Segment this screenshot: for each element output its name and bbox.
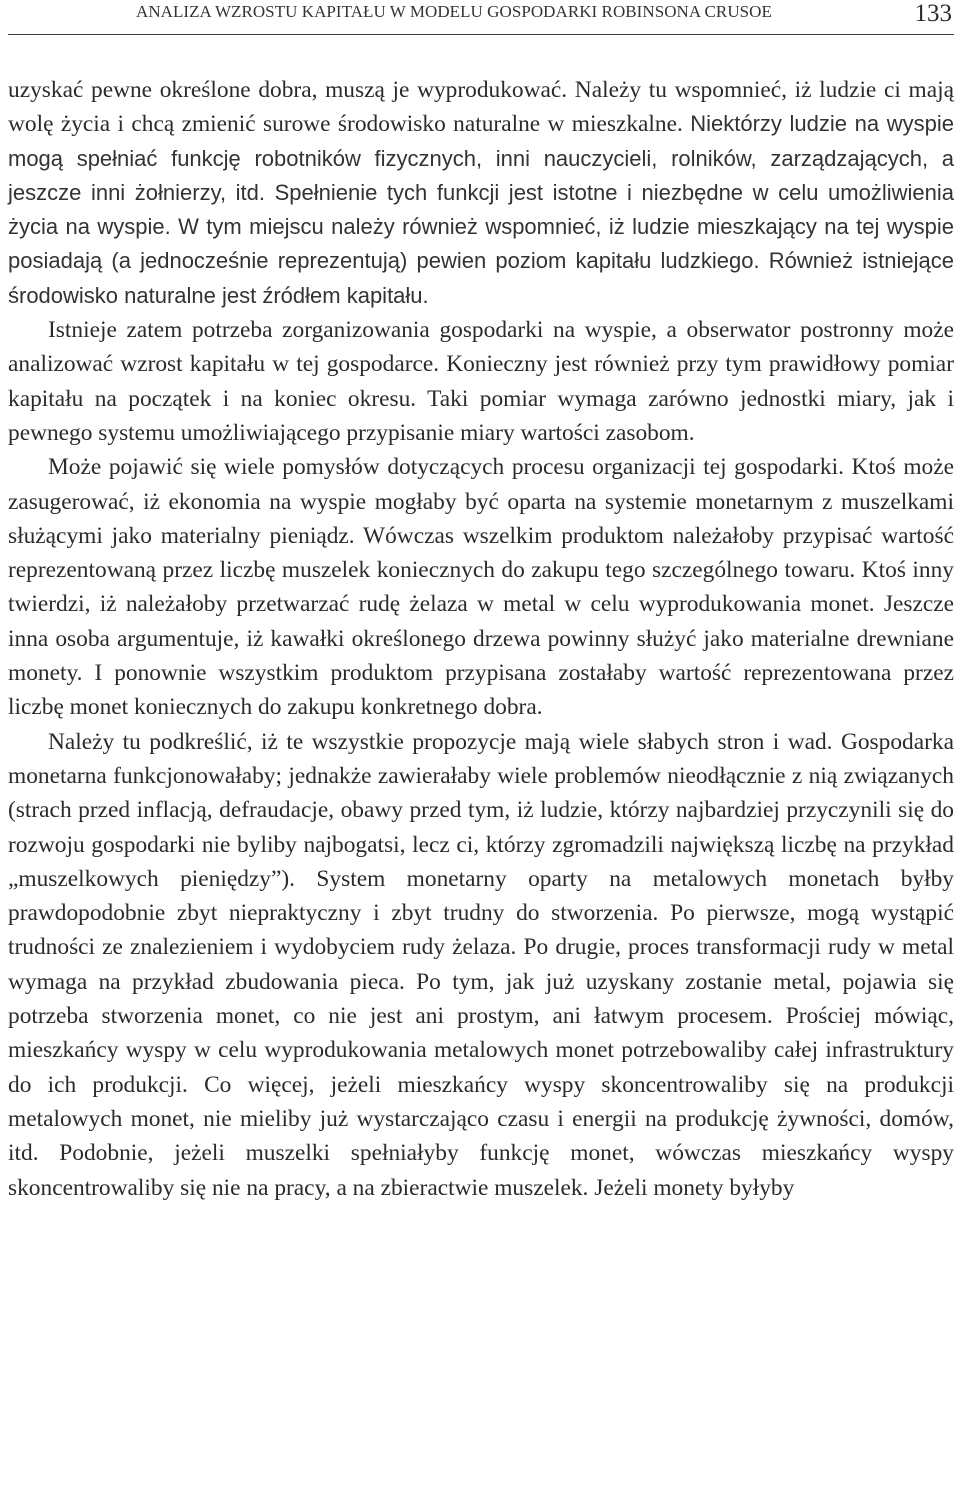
text-run: uzyskać pewne określone dobra, muszą je wyprodukować. Należy tu wspomnieć, iż ludzie ci mają wolę życia i chcą zmienić surowe środowisko naturalne w mieszkalne. bbox=[8, 77, 954, 138]
body-text bbox=[8, 73, 954, 1205]
page-number: 133 bbox=[914, 0, 952, 27]
paragraph bbox=[8, 313, 954, 450]
text-run: Istnieje zatem potrzeba zorganizowania gospodarki na wyspie, a obserwator postronny może analizować wzrost kapitału w tej gospodarce. bbox=[8, 317, 954, 378]
text-run: Może pojawić się wiele pomysłów dotyczących procesu organizacji tej gospodarki. Ktoś może zasugerować, iż ekonomia na wyspie mogłaby być oparta na systemie monetarnym z muszelkami służącymi jako materialny pieniądz. Wówczas wszelkim produktom należałoby przypisać wartość reprezentowaną przez liczbę muszelek koniecznych do zakupu tego szczególnego towaru. Ktoś inny twierdzi, iż należałoby przetwarzać rudę żelaza w metal w celu wyprodukowania monet. Jeszcze inna osoba argumentuje, iż kawałki określonego drzewa powinny służyć jako materialne drewniane monety. I ponownie wszystkim produktom przypisana zostałaby wartość reprezentowana przez liczbę monet koniecznych do zakupu konkretnego dobra. bbox=[8, 454, 954, 721]
paragraph bbox=[8, 725, 954, 1205]
paragraph bbox=[8, 73, 954, 313]
page-header bbox=[8, 0, 954, 35]
text-run: Konieczny jest również przy tym prawidłowy pomiar kapitału na początek i na koniec okresu. bbox=[8, 351, 954, 412]
text-run: Niektórzy ludzie na wyspie mogą spełniać funkcję robotników fizycznych, inni nauczycieli, rolników, zarządzających, a jeszcze inni żołnierzy, itd. Spełnienie tych funkcji jest istotne i niezbędne w celu umożliwienia życia na wyspie. W tym miejscu należy również wspomnieć, iż ludzie mieszkający na tej wyspie posiadają (a jednocześnie reprezentują) pewien poziom kapitału ludzkiego. Również istniejące środowisko naturalne jest źródłem kapitału. bbox=[8, 111, 954, 308]
text-run: Należy tu podkreślić, iż te wszystkie propozycje mają wiele słabych stron i wad. Gospodarka monetarna funkcjonowałaby; jednakże zawierałaby wiele problemów nieodłącznie z nią związanych (strach przed inflacją, defraudacje, obawy przed tym, iż ludzie, którzy najbardziej przyczynili się do rozwoju gospodarki nie byliby najbogatsi, lecz ci, którzy zgromadzili największą liczbę na przykład „muszelkowych pieniędzy”). System monetarny oparty na metalowych monetach byłby prawdopodobnie zbyt niepraktyczny i zbyt trudny do stworzenia. Po pierwsze, mogą wystąpić trudności ze znalezieniem i wydobyciem rudy żelaza. Po drugie, proces transformacji rudy w metal wymaga na przykład zbudowania pieca. Po tym, jak już uzyskany zostanie metal, pojawia się potrzeba stworzenia monet, co nie jest ani prostym, ani łatwym procesem. Prościej mówiąc, mieszkańcy wyspy w celu wyprodukowania metalowych monet potrzebowaliby całej infrastruktury do ich produkcji. Co więcej, jeżeli mieszkańcy wyspy skoncentrowaliby się na produkcji metalowych monet, nie mieliby już wystarczająco czasu i energii na produkcję żywności, domów, itd. Podobnie, jeżeli muszelki spełniałyby funkcję monet, wówczas mieszkańcy wyspy skoncentrowaliby się nie na pracy, a na zbieractwie muszelek. Jeżeli monety byłyby bbox=[8, 728, 954, 1201]
running-head: ANALIZA WZROSTU KAPITAŁU W MODELU GOSPODARKI ROBINSONA CRUSOE bbox=[136, 2, 772, 21]
paragraph bbox=[8, 450, 954, 724]
text-run: Taki pomiar wymaga zarówno jednostki miary, jak i pewnego systemu umożliwiającego przypisanie miary wartości zasobom. bbox=[8, 385, 954, 446]
